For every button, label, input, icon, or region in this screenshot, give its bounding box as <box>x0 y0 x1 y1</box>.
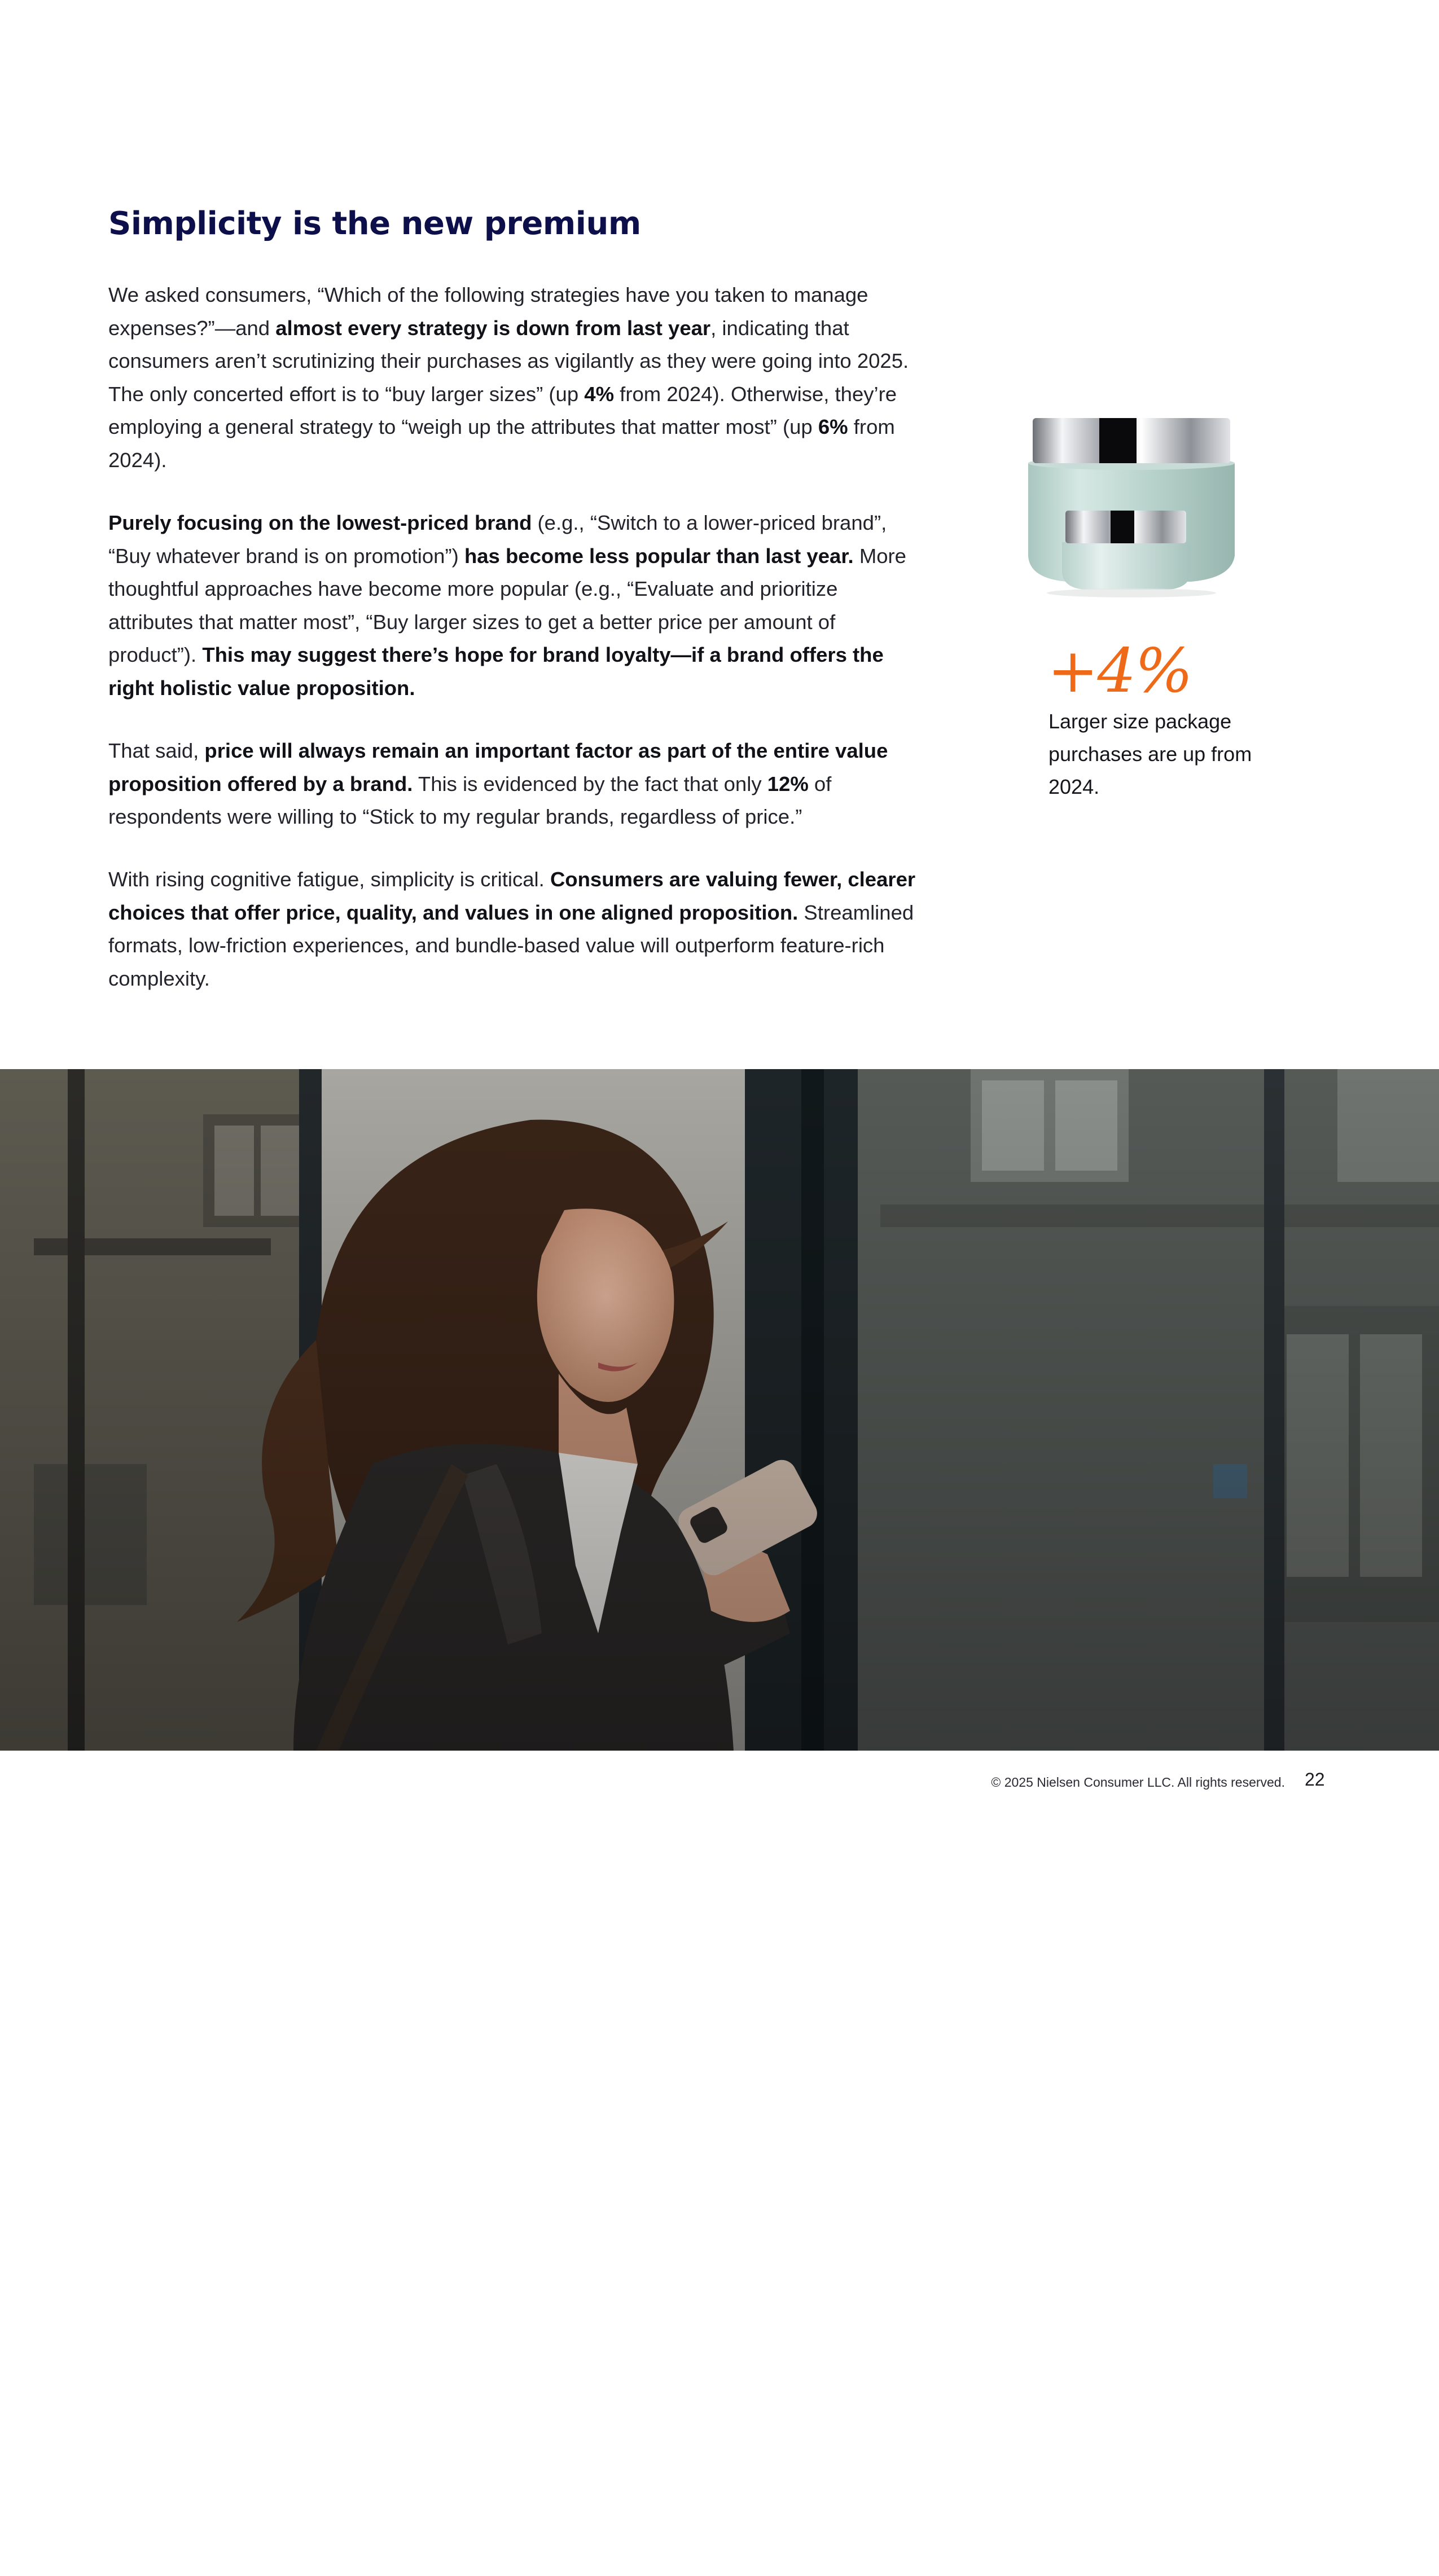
emphasis-text: This may suggest there’s hope for brand loyalty—if a brand offers the right holistic value proposition. <box>108 643 884 700</box>
body-text-run: from 2024). <box>108 415 895 472</box>
paragraph-simplicity <box>108 863 921 995</box>
body-text-run: That said, <box>108 739 205 762</box>
pull-quote: Consumers are valuing fewer, clearer choices that offer price, quality, and values in one aligned proposition. <box>964 2379 1330 2572</box>
body-text-run: More thoughtful approaches have become more popular (e.g., “Evaluate and prioritize attributes that matter most”, “Buy larger sizes to get a better price per amount of product”). <box>108 544 906 666</box>
body-text-run: Streamlined formats, low-friction experiences, and bundle-based value will outperform feature-rich complexity. <box>108 900 914 990</box>
emphasis-text: price will always remain an important factor as part of the entire value proposition offered by a brand. <box>108 739 888 795</box>
emphasis-text: has become less popular than last year. <box>464 544 854 568</box>
footer-copyright: © 2025 Nielsen Consumer LLC. All rights reserved. <box>991 1775 1285 1790</box>
body-text-run: , indicating that consumers aren’t scrutinizing their purchases as vigilantly as they were going into 2025. The only concerted effort is to “buy larger sizes” (up <box>108 316 909 406</box>
body-text-run: from 2024). Otherwise, they’re employing a general strategy to “weigh up the attributes that matter most” (up <box>108 382 897 438</box>
body-text-run: With rising cognitive fatigue, simplicity is critical. <box>108 868 550 891</box>
paragraph-lowest-price <box>108 507 921 705</box>
emphasis-text: Purely focusing on the lowest-priced brand <box>108 511 532 534</box>
paragraph-price-factor <box>108 735 921 834</box>
page-number: 22 <box>1305 1769 1325 1790</box>
body-text-run: This is evidenced by the fact that only <box>413 772 767 795</box>
body-text-run: (e.g., “Switch to a lower-priced brand”, “Buy whatever brand is on promotion”) <box>108 511 887 568</box>
page-heading: Simplicity is the new premium <box>108 205 641 242</box>
stat-caption: Larger size package purchases are up from 2024. <box>1048 710 1252 798</box>
paragraph-strategies <box>108 279 921 477</box>
body-text-run: We asked consumers, “Which of the following strategies have you taken to manage expenses?”—and <box>108 283 868 340</box>
cosmetic-jars-image <box>1021 409 1245 601</box>
stat-value: +4% <box>1047 636 1192 706</box>
body-text-run: of respondents were willing to “Stick to my regular brands, regardless of price.” <box>108 772 832 828</box>
emphasis-text: almost every strategy is down from last year <box>275 316 711 340</box>
emphasis-text: 6% <box>818 415 848 438</box>
emphasis-text: 12% <box>767 772 809 795</box>
emphasis-text: 4% <box>584 382 615 406</box>
emphasis-text: Consumers are valuing fewer, clearer choices that offer price, quality, and values in one aligned proposition. <box>108 868 916 924</box>
